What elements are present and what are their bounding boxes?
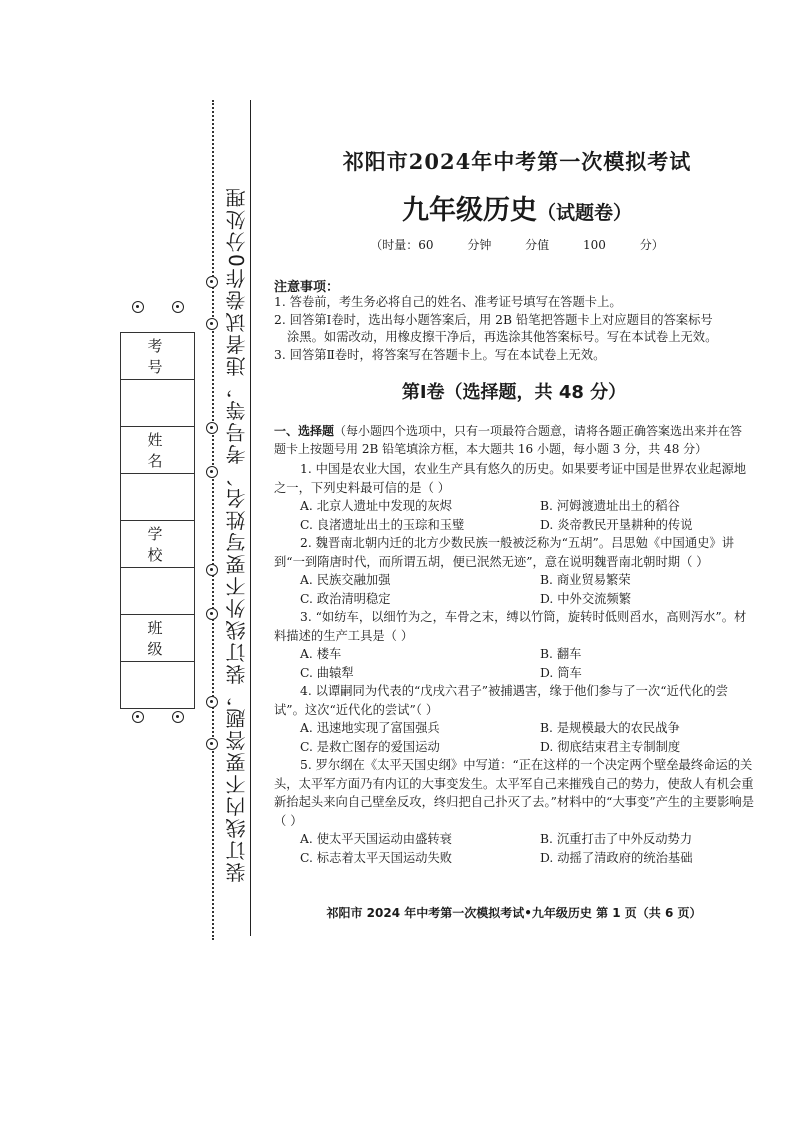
binding-hole-icon [172,711,184,723]
subject-name: 九年级历史 [401,195,537,226]
question-stem: 4. 以谭嗣同为代表的“戊戌六君子”被捕遇害，缘于他们参与了一次“近代化的尝试”。这次“近代化的尝试”（ ） [274,684,729,717]
option-d[interactable]: D. 中外交流频繁 [540,591,632,606]
question-stem: 3. “如纺车，以细竹为之，车骨之末，缚以竹筒，旋转时低则舀水，高则泻水”。材料描述的生产工具是（ ） [274,610,747,643]
notice-title: 注意事项： [274,280,340,295]
exam-number-label: 考 号 [121,333,195,380]
notice-list [274,294,754,364]
binding-hole-icon [206,276,218,288]
question-stem: 5. 罗尔纲在《太平天国史纲》中写道：“正在这样的一个决定两个壁垒最终命运的关头，太平军方面乃有内讧的大事变发生。太平军自己来摧残自己的势力，使敌人有机会重新抬起头来向自己壁垒反攻，终归把自己扑灭了去。”材料中的“大事变”产生的主要影响是（ ） [274,758,754,828]
option-d[interactable]: D. 筒车 [540,665,582,680]
option-c[interactable]: C. 良渚遗址出土的玉琮和玉璧 [300,517,465,532]
option-a[interactable]: A. 迅速地实现了富国强兵 [300,721,440,735]
question-4 [274,682,756,756]
option-a[interactable]: A. 使太平天国运动由盛转衰 [300,832,452,846]
time-and-score: （时量：60 分钟 分值 100 分） [370,238,664,252]
question-stem: 1. 中国是农业大国，农业生产具有悠久的历史。如果要考证中国是世界农业起源地之一，下列史料最可信的是（ ） [274,462,747,495]
binding-hole-icon [206,738,218,750]
binding-hole-icon [132,301,144,313]
option-b[interactable]: B. 河姆渡遗址出土的稻谷 [540,499,680,513]
name-field[interactable] [121,474,195,521]
option-d[interactable]: D. 彻底结束君主专制制度 [540,739,681,754]
question-stem: 2. 魏晋南北朝内迁的北方少数民族一般被泛称为“五胡”。吕思勉《中国通史》讲到“一到隋唐时代，而所谓五胡，便已泯然无迹”，意在说明魏晋南北朝时期（ ） [274,536,735,569]
notice-item: 1. 答卷前，考生务必将自己的姓名、准考证号填写在答题卡上。 [274,295,622,309]
option-c[interactable]: C. 是救亡图存的爱国运动 [300,739,440,754]
instructions-lead: 一、选择题 [274,424,335,438]
exam-number-field[interactable] [121,380,195,427]
student-info-table [120,332,195,709]
question-2 [274,534,756,608]
class-label: 班 级 [121,615,195,662]
question-5 [274,756,756,867]
binding-hole-icon [206,608,218,620]
option-c[interactable]: C. 曲辕犁 [300,665,354,680]
section-title: 第Ⅰ卷（选择题，共 48 分） [401,382,627,403]
question-1 [274,460,756,534]
instructions [274,422,754,458]
option-d[interactable]: D. 动摇了清政府的统治基础 [540,850,693,865]
margin-rule [250,100,251,936]
class-field[interactable] [121,662,195,709]
option-c[interactable]: C. 政治清明稳定 [300,591,391,606]
question-3 [274,608,756,682]
option-a[interactable]: A. 北京人遗址中发现的灰烬 [300,499,452,513]
option-a[interactable]: A. 楼车 [300,647,342,661]
notice-item: 2. 回答第Ⅰ卷时，选出每小题答案后，用 2B 铅笔把答题卡上对应题目的答案标号 [274,312,713,327]
school-label: 学 校 [121,521,195,568]
binding-hole-icon [206,318,218,330]
option-a[interactable]: A. 民族交融加强 [300,573,391,587]
option-c[interactable]: C. 标志着太平天国运动失败 [300,850,453,865]
notice-item: 3. 回答第Ⅱ卷时，将答案写在答题卡上。写在本试卷上无效。 [274,347,606,362]
option-b[interactable]: B. 翻车 [540,647,582,661]
binding-hole-icon [172,301,184,313]
school-field[interactable] [121,568,195,615]
exam-title: 祁阳市2024年中考第一次模拟考试 [342,149,692,174]
option-b[interactable]: B. 沉重打击了中外反动势力 [540,832,693,846]
binding-dotted-line [212,100,214,940]
instructions-text: （每小题四个选项中，只有一项最符合题意，请将各题正确答案选出来并在答题卡上按题号用 2B 铅笔填涂方框，本大题共 16 小题，每小题 3 分，共 48 分） [274,424,743,456]
subject-title [282,188,752,227]
option-b[interactable]: B. 商业贸易繁荣 [540,573,631,587]
question-list [274,460,756,867]
option-b[interactable]: B. 是规模最大的农民战争 [540,721,680,735]
page-footer: 祁阳市 2024 年中考第一次模拟考试•九年级历史 第 1 页（共 6 页） [326,906,702,920]
name-label: 姓 名 [121,427,195,474]
binding-hole-icon [206,564,218,576]
subject-paren: （试题卷） [536,202,632,224]
binding-hole-icon [206,466,218,478]
binding-hole-icon [132,711,144,723]
option-d[interactable]: D. 炎帝教民开垦耕种的传说 [540,517,693,532]
notice-item: 涂黑。如需改动，用橡皮擦干净后，再选涂其他答案标号。写在本试卷上无效。 [287,330,718,344]
binding-hole-icon [206,696,218,708]
binding-hole-icon [206,422,218,434]
binding-warning-text: 装订线内不要答题，装订线外不要写姓名、考号等，违者试卷作0分处理 [225,186,249,883]
